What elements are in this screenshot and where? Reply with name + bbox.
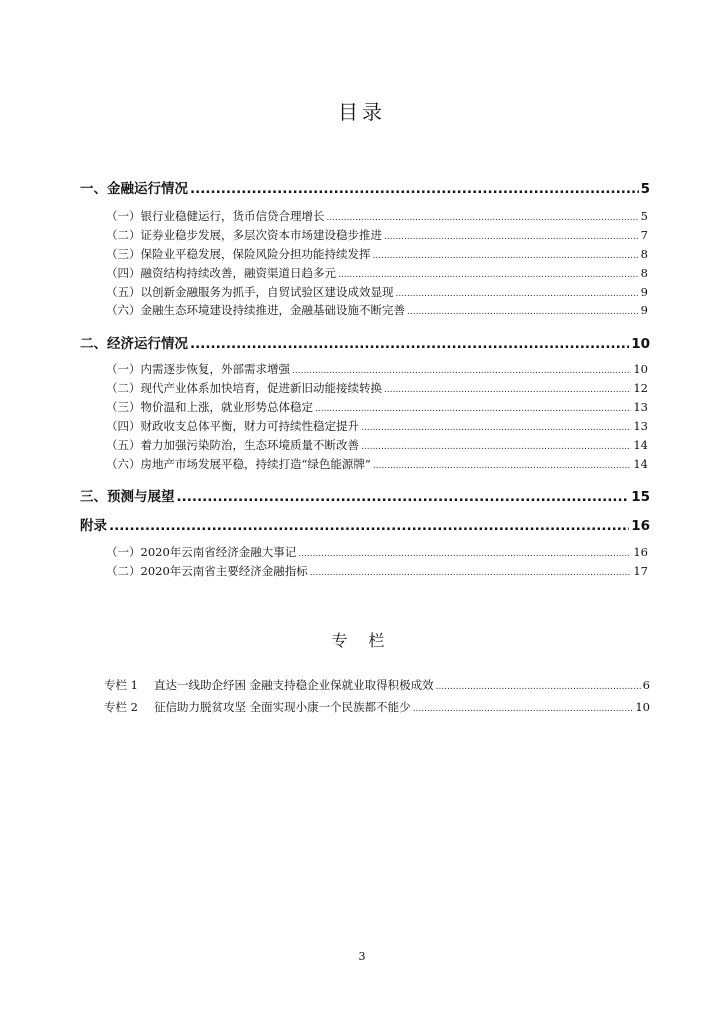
column-number: 专栏 1 [104, 678, 138, 692]
toc-leader-dots [338, 270, 639, 280]
toc-leader-dots [310, 568, 632, 578]
toc-item-label: （二）证券业稳步发展，多层次资本市场建设稳步推进 [106, 228, 382, 242]
toc-item[interactable] [106, 284, 648, 300]
toc-page-number: 14 [633, 438, 648, 452]
toc-page-number: 5 [640, 181, 650, 197]
toc-item-label: （四）融资结构持续改善，融资渠道日趋多元 [106, 266, 336, 280]
toc-leader-dots [298, 549, 631, 559]
page-number: 3 [358, 950, 366, 963]
toc-leader-dots [373, 461, 632, 471]
toc-item[interactable] [106, 361, 648, 377]
columns-title: 专 栏 [331, 631, 393, 650]
toc-item-label: （一）内需逐步恢复，外部需求增强 [106, 362, 290, 376]
toc-leader-dots [407, 307, 639, 317]
toc-leader-dots [361, 442, 631, 452]
toc-item-label: （五）着力加强污染防治，生态环境质量不断改善 [106, 438, 359, 452]
toc-item[interactable] [106, 208, 648, 224]
toc-page-number: 10 [633, 362, 648, 376]
column-number: 专栏 2 [104, 700, 138, 714]
toc-item-label: （六）金融生态环境建设持续推进，金融基础设施不断完善 [106, 303, 405, 317]
toc-section-3[interactable] [80, 485, 650, 505]
toc-item[interactable] [106, 399, 648, 415]
toc-leader-dots [361, 423, 631, 433]
toc-leader-dots [292, 366, 631, 376]
toc-item-label: （三）物价温和上涨，就业形势总体稳定 [106, 400, 313, 414]
toc-page-number: 14 [633, 457, 648, 471]
toc-section-label: 一、金融运行情况 [80, 181, 188, 197]
toc-item[interactable] [106, 227, 648, 243]
page-title: 目录 [338, 100, 386, 124]
toc-page-number: 6 [642, 678, 650, 692]
toc-item-label: （一）银行业稳健运行，货币信贷合理增长 [106, 209, 325, 223]
toc-section-appendix[interactable] [80, 514, 650, 534]
toc-item[interactable] [106, 265, 648, 281]
toc-leader-dots [315, 404, 631, 414]
toc-item-label: （一）2020年云南省经济金融大事记 [106, 545, 297, 559]
toc-item[interactable] [106, 380, 648, 396]
toc-leader-dots [190, 336, 629, 352]
toc-page-number: 7 [640, 228, 648, 242]
toc-item-label: （六）房地产市场发展平稳，持续打造“绿色能源牌” [106, 457, 371, 471]
toc-leader-dots [373, 251, 639, 261]
toc-page-number: 16 [633, 545, 648, 559]
toc-page-number: 17 [633, 564, 648, 578]
column-label: 征信助力脱贫攻坚 全面实现小康一个民族都不能少 [153, 700, 411, 714]
toc-item[interactable] [106, 456, 648, 472]
toc-page-number: 13 [633, 400, 648, 414]
toc-section-label: 附录 [80, 518, 107, 534]
toc-leader-dots [413, 704, 634, 714]
toc-item[interactable] [106, 246, 648, 262]
toc-section-label: 三、预测与展望 [80, 489, 175, 505]
toc-leader-dots [109, 518, 629, 534]
toc-item-label: （三）保险业平稳发展，保险风险分担功能持续发挥 [106, 247, 371, 261]
toc-section-1[interactable] [80, 177, 650, 197]
toc-leader-dots [384, 232, 639, 242]
toc-item-label: （五）以创新金融服务为抓手，自贸试验区建设成效显现 [106, 285, 394, 299]
column-item[interactable] [104, 699, 650, 715]
toc-page-number: 8 [640, 266, 648, 280]
toc-section-2[interactable] [80, 332, 650, 352]
toc-leader-dots [190, 181, 639, 197]
toc-page-number: 8 [640, 247, 648, 261]
toc-leader-dots [384, 385, 631, 395]
toc-item-label: （二）2020年云南省主要经济金融指标 [106, 564, 308, 578]
toc-leader-dots [436, 682, 641, 692]
toc-leader-dots [177, 489, 630, 505]
toc-item[interactable] [106, 563, 648, 579]
toc-item[interactable] [106, 302, 648, 318]
toc-page-number: 10 [631, 336, 650, 352]
toc-page-number: 16 [631, 518, 650, 534]
toc-page-number: 9 [640, 303, 648, 317]
column-label: 直达一线助企纾困 金融支持稳企业保就业取得积极成效 [153, 678, 434, 692]
toc-section-label: 二、经济运行情况 [80, 336, 188, 352]
toc-leader-dots [327, 213, 639, 223]
toc-page-number: 9 [640, 285, 648, 299]
toc-page-number: 13 [633, 419, 648, 433]
toc-page-number: 15 [631, 489, 650, 505]
toc-item-label: （二）现代产业体系加快培育，促进新旧动能接续转换 [106, 381, 382, 395]
toc-page-number: 10 [635, 700, 650, 714]
toc-page-number: 5 [640, 209, 648, 223]
toc-item[interactable] [106, 437, 648, 453]
toc-page-number: 12 [633, 381, 648, 395]
toc-leader-dots [396, 289, 639, 299]
column-item[interactable] [104, 677, 650, 693]
toc-item[interactable] [106, 418, 648, 434]
toc-item[interactable] [106, 544, 648, 560]
toc-item-label: （四）财政收支总体平衡，财力可持续性稳定提升 [106, 419, 359, 433]
